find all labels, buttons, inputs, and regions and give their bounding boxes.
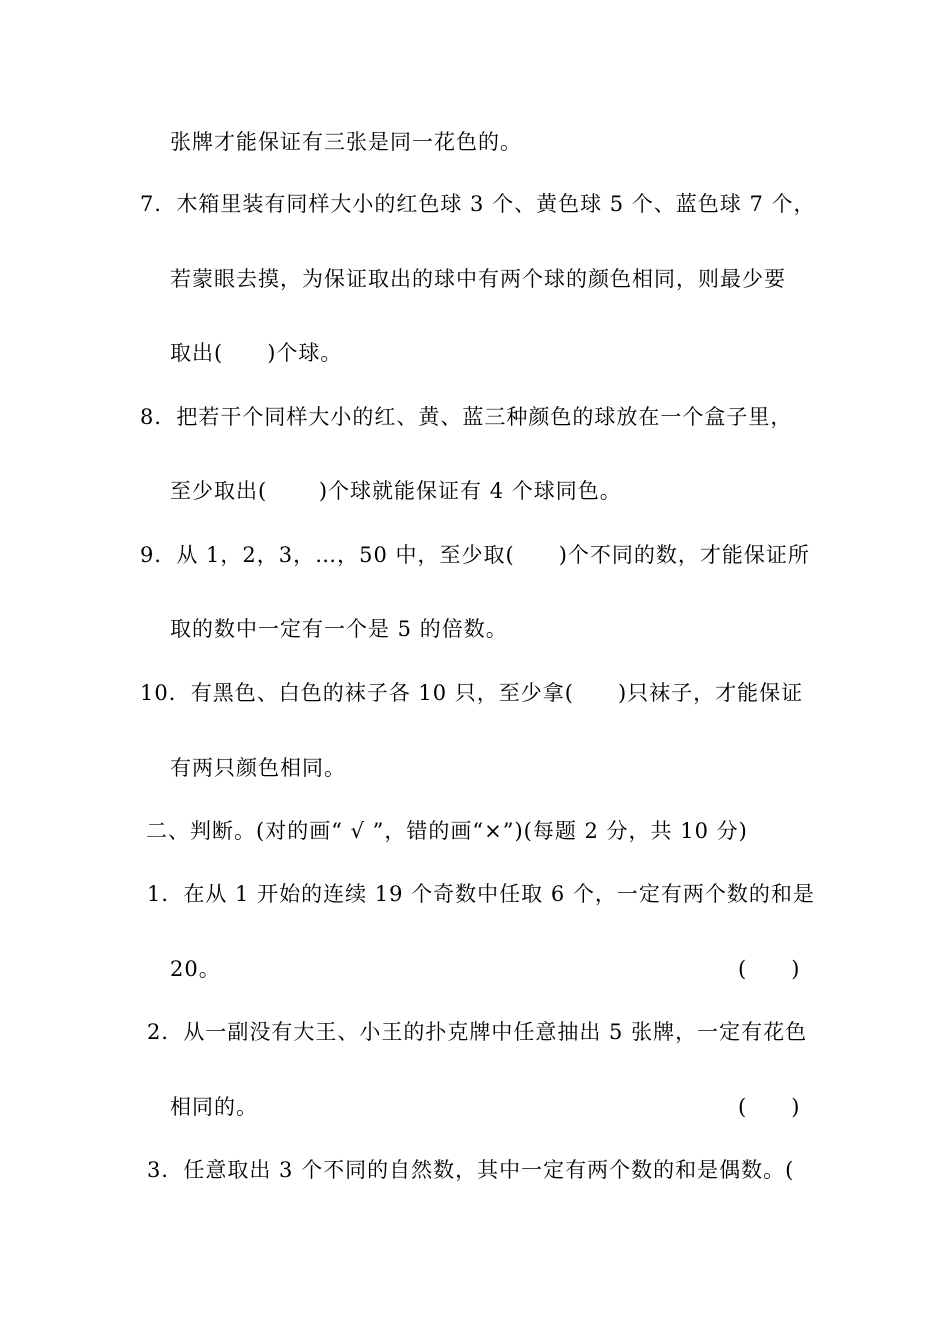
question-9-line-2: 取的数中一定有一个是 5 的倍数。	[170, 617, 508, 641]
question-9: 9．从 1，2，3，…，50 中，至少取( )个不同的数，才能保证所	[140, 543, 810, 567]
question-8-line-2: 至少取出( )个球就能保证有 4 个球同色。	[170, 479, 622, 503]
question-10-line-2: 有两只颜色相同。	[170, 756, 346, 780]
question-8: 8．把若干个同样大小的红、黄、蓝三种颜色的球放在一个盒子里，	[140, 405, 793, 429]
answer-blank-1: ( )	[738, 957, 801, 981]
judgment-2: 2．从一副没有大王、小王的扑克牌中任意抽出 5 张牌，一定有花色	[147, 1020, 808, 1044]
question-7-line-3: 取出( )个球。	[170, 341, 343, 365]
judgment-1: 1．在从 1 开始的连续 19 个奇数中任取 6 个，一定有两个数的和是	[147, 882, 815, 906]
judgment-2-line-2: 相同的。	[170, 1095, 258, 1119]
section-heading-judgment: 二、判断。(对的画“ √ ”，错的画“×”)(每题 2 分，共 10 分)	[146, 819, 748, 843]
judgment-1-line-2: 20。	[170, 957, 221, 981]
question-10: 10．有黑色、白色的袜子各 10 只，至少拿( )只袜子，才能保证	[140, 681, 804, 705]
q6-continuation: 张牌才能保证有三张是同一花色的。	[170, 130, 522, 154]
question-7: 7．木箱里装有同样大小的红色球 3 个、黄色球 5 个、蓝色球 7 个，	[140, 192, 816, 216]
answer-blank-2: ( )	[738, 1095, 801, 1119]
question-7-line-2: 若蒙眼去摸，为保证取出的球中有两个球的颜色相同，则最少要	[170, 267, 786, 291]
judgment-3: 3．任意取出 3 个不同的自然数，其中一定有两个数的和是偶数。(	[147, 1158, 795, 1182]
